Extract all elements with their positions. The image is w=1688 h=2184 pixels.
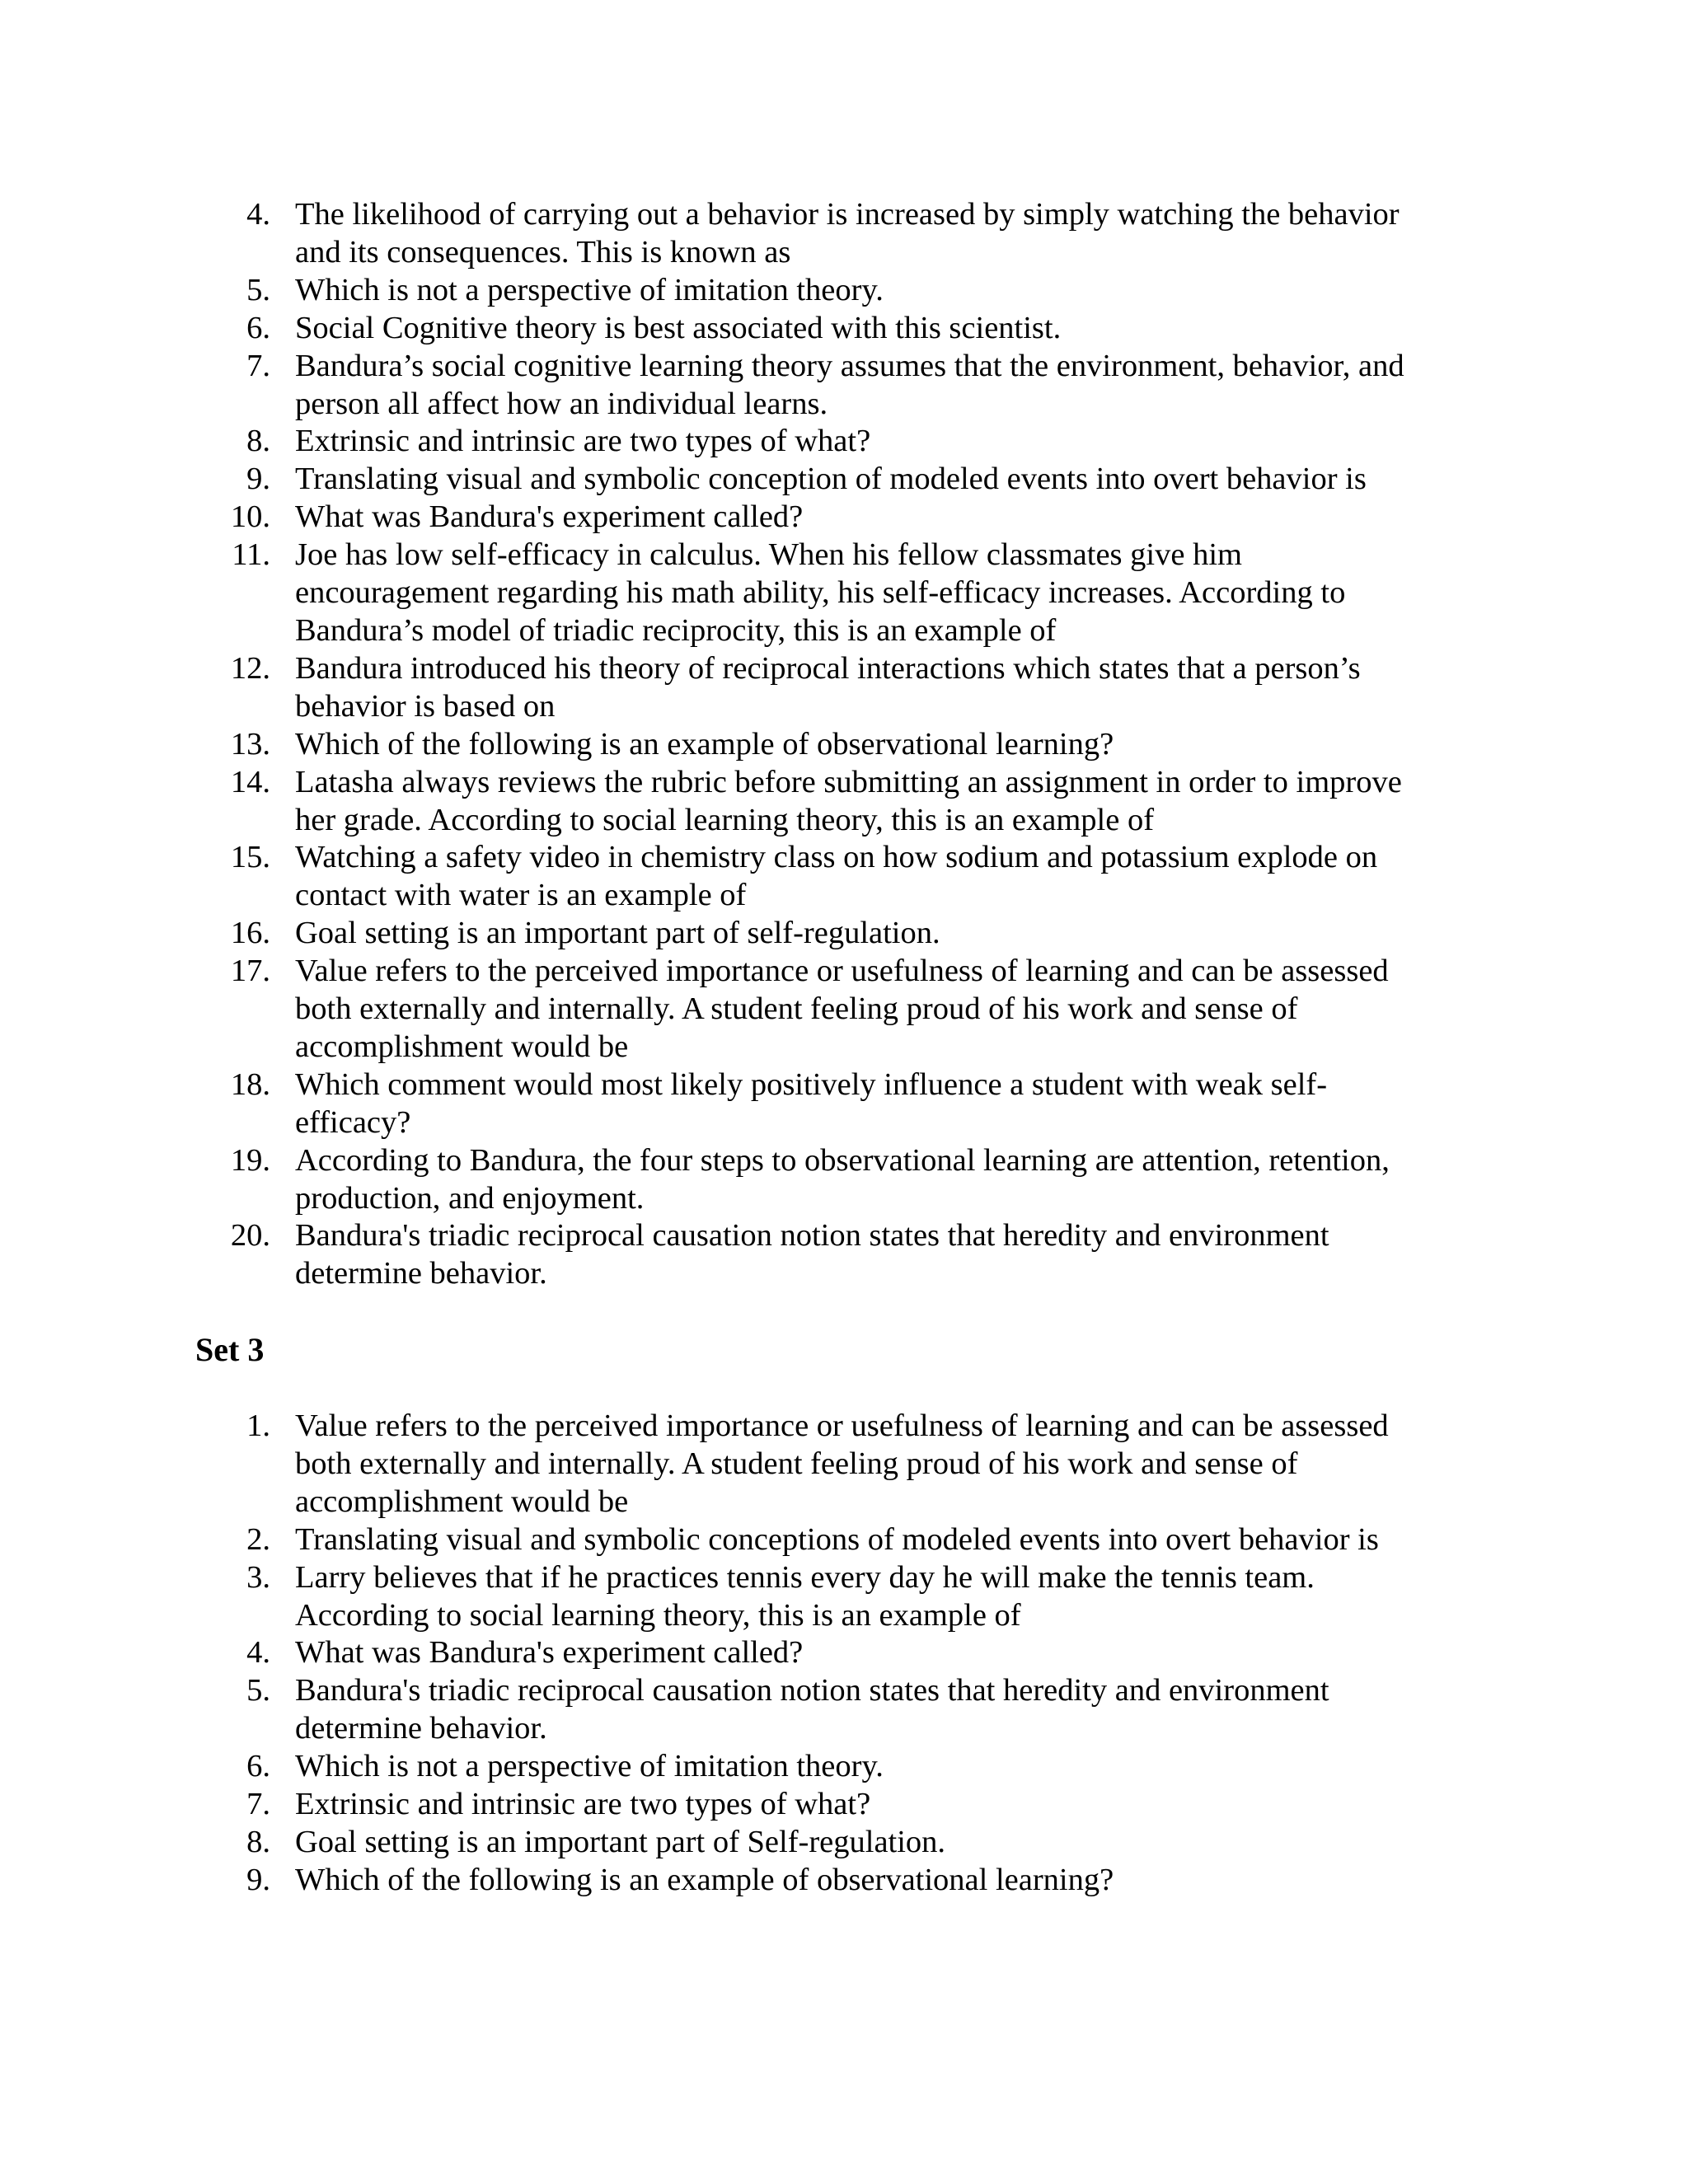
question-item — [0, 1408, 1688, 1521]
question-item — [0, 915, 1688, 953]
question-text-line: Goal setting is an important part of Self-regulation. — [295, 1824, 946, 1859]
question-text — [295, 726, 1581, 764]
question-text-line: The likelihood of carrying out a behavior is increased by simply watching the behavior — [295, 197, 1400, 232]
question-text-line: accomplishment would be — [295, 1483, 629, 1519]
question-text-line: accomplishment would be — [295, 1029, 629, 1064]
question-text-line: and its consequences. This is known as — [295, 234, 791, 269]
question-text-line: encouragement regarding his math ability, his self-efficacy increases. According to — [295, 575, 1346, 611]
question-text-line: Bandura's triadic reciprocal causation notion states that heredity and environment — [295, 1673, 1329, 1708]
question-text-line: Extrinsic and intrinsic are two types of what? — [295, 1787, 871, 1822]
question-number: 1. — [246, 1408, 270, 1443]
question-text-line: What was Bandura's experiment called? — [295, 1635, 804, 1671]
question-text-line: Bandura’s model of triadic reciprocity, this is an example of — [295, 612, 1057, 648]
question-text-line: According to social learning theory, this is an example of — [295, 1597, 1021, 1633]
question-item — [0, 1217, 1688, 1293]
question-number: 5. — [246, 272, 270, 307]
question-text-line: Goal setting is an important part of self-regulation. — [295, 916, 940, 951]
question-item — [0, 953, 1688, 1066]
question-number: 7. — [246, 348, 270, 383]
question-number: 11. — [232, 537, 270, 573]
question-text — [295, 423, 1581, 461]
question-number: 12. — [230, 650, 270, 686]
question-text — [295, 1408, 1581, 1521]
question-number: 9. — [246, 462, 270, 497]
question-text — [295, 196, 1581, 272]
question-item — [0, 348, 1688, 424]
question-number: 6. — [246, 1749, 270, 1784]
question-item — [0, 1559, 1688, 1635]
question-item — [0, 1142, 1688, 1218]
question-text — [295, 1559, 1581, 1635]
question-number: 4. — [246, 1635, 270, 1671]
question-number: 7. — [246, 1787, 270, 1822]
question-text-line: both externally and internally. A student feeling proud of his work and sense of — [295, 991, 1298, 1027]
question-number: 18. — [230, 1066, 270, 1102]
question-text-line: production, and enjoyment. — [295, 1180, 645, 1216]
question-number: 9. — [246, 1862, 270, 1897]
question-text-line: Which comment would most likely positively influence a student with weak self- — [295, 1066, 1328, 1102]
question-item — [0, 461, 1688, 499]
question-number: 3. — [246, 1559, 270, 1595]
question-number: 13. — [230, 726, 270, 762]
question-text — [295, 1672, 1581, 1748]
question-text-line: behavior is based on — [295, 688, 556, 724]
question-text-line: Joe has low self-efficacy in calculus. When his fellow classmates give him — [295, 537, 1242, 573]
question-item — [0, 1824, 1688, 1862]
question-item — [0, 1748, 1688, 1786]
question-item — [0, 650, 1688, 726]
question-text — [295, 1786, 1581, 1824]
question-text — [295, 272, 1581, 310]
question-text-line: Which is not a perspective of imitation theory. — [295, 272, 884, 307]
question-text-line: Bandura's triadic reciprocal causation notion states that heredity and environment — [295, 1218, 1329, 1254]
question-text-line: Value refers to the perceived importance or usefulness of learning and can be assessed — [295, 954, 1389, 989]
question-item — [0, 499, 1688, 537]
question-text-line: determine behavior. — [295, 1711, 547, 1746]
question-text-line: Which is not a perspective of imitation theory. — [295, 1749, 884, 1784]
question-text — [295, 310, 1581, 348]
question-text-line: Which of the following is an example of observational learning? — [295, 1862, 1114, 1897]
question-text — [295, 1748, 1581, 1786]
set3-heading: Set 3 — [195, 1331, 265, 1368]
question-item — [0, 272, 1688, 310]
question-item — [0, 764, 1688, 840]
question-text — [295, 1521, 1581, 1559]
question-number: 2. — [246, 1521, 270, 1557]
question-text-line: person all affect how an individual learns. — [295, 386, 828, 421]
set2-question-list — [0, 196, 1688, 1293]
question-text-line: What was Bandura's experiment called? — [295, 499, 804, 535]
question-item — [0, 423, 1688, 461]
question-item — [0, 1521, 1688, 1559]
question-number: 17. — [230, 954, 270, 989]
question-text — [295, 1066, 1581, 1142]
set3-question-list — [0, 1408, 1688, 1900]
question-number: 19. — [230, 1142, 270, 1178]
question-text-line: Watching a safety video in chemistry class on how sodium and potassium explode on — [295, 840, 1378, 875]
question-number: 14. — [230, 764, 270, 799]
question-text-line: efficacy? — [295, 1104, 411, 1140]
question-text — [295, 1634, 1581, 1672]
question-number: 8. — [246, 1824, 270, 1859]
question-item — [0, 1066, 1688, 1142]
question-text-line: Social Cognitive theory is best associated with this scientist. — [295, 310, 1062, 345]
question-text-line: Value refers to the perceived importance or usefulness of learning and can be assessed — [295, 1408, 1389, 1443]
question-item — [0, 310, 1688, 348]
question-number: 10. — [230, 499, 270, 535]
question-item — [0, 839, 1688, 915]
question-text — [295, 1824, 1581, 1862]
question-text — [295, 1217, 1581, 1293]
question-text — [295, 1142, 1581, 1218]
question-item — [0, 726, 1688, 764]
question-number: 20. — [230, 1218, 270, 1254]
question-item — [0, 196, 1688, 272]
question-text — [295, 461, 1581, 499]
question-item — [0, 1672, 1688, 1748]
question-item — [0, 1786, 1688, 1824]
question-text-line: Extrinsic and intrinsic are two types of what? — [295, 424, 871, 459]
question-number: 16. — [230, 916, 270, 951]
question-text-line: her grade. According to social learning theory, this is an example of — [295, 802, 1155, 837]
question-number: 6. — [246, 310, 270, 345]
question-item — [0, 1634, 1688, 1672]
question-text — [295, 764, 1581, 840]
question-text — [295, 1862, 1581, 1900]
question-text-line: Larry believes that if he practices tennis every day he will make the tennis team. — [295, 1559, 1315, 1595]
question-text-line: According to Bandura, the four steps to observational learning are attention, retention, — [295, 1142, 1390, 1178]
question-text — [295, 650, 1581, 726]
question-text-line: determine behavior. — [295, 1256, 547, 1291]
question-text-line: Latasha always reviews the rubric before submitting an assignment in order to improve — [295, 764, 1402, 799]
question-text — [295, 953, 1581, 1066]
question-number: 8. — [246, 424, 270, 459]
question-text-line: Bandura introduced his theory of reciprocal interactions which states that a person’s — [295, 650, 1361, 686]
question-text-line: Which of the following is an example of observational learning? — [295, 726, 1114, 762]
question-text-line: contact with water is an example of — [295, 878, 747, 913]
question-item — [0, 1862, 1688, 1900]
question-number: 15. — [230, 840, 270, 875]
question-text — [295, 348, 1581, 424]
question-text-line: both externally and internally. A student feeling proud of his work and sense of — [295, 1446, 1298, 1481]
question-text — [295, 915, 1581, 953]
question-text — [295, 499, 1581, 537]
question-number: 5. — [246, 1673, 270, 1708]
question-text-line: Translating visual and symbolic conceptions of modeled events into overt behavior is — [295, 1521, 1379, 1557]
question-text-line: Translating visual and symbolic conception of modeled events into overt behavior is — [295, 462, 1367, 497]
question-number: 4. — [246, 197, 270, 232]
question-text-line: Bandura’s social cognitive learning theory assumes that the environment, behavior, and — [295, 348, 1404, 383]
question-text — [295, 839, 1581, 915]
question-text — [295, 537, 1581, 650]
question-item — [0, 537, 1688, 650]
